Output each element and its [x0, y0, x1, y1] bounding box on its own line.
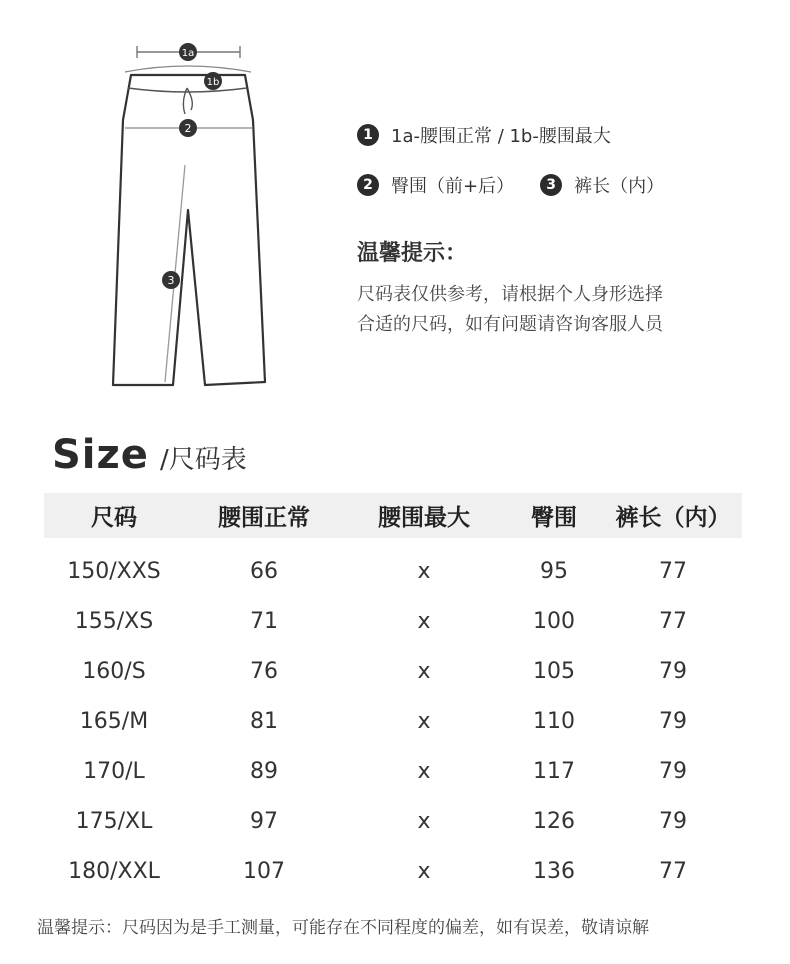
cell-size: 180/XXL — [68, 858, 160, 884]
cell-size: 155/XS — [74, 608, 154, 634]
table-row — [44, 846, 742, 896]
cell-hip: 126 — [533, 808, 575, 834]
cell-length: 79 — [659, 658, 687, 684]
cell-waist-normal: 66 — [250, 558, 278, 584]
cell-size: 150/XXS — [67, 558, 161, 584]
cell-waist-normal: 81 — [250, 708, 278, 734]
cell-length: 79 — [659, 758, 687, 784]
table-row — [44, 596, 742, 646]
legend-row-hip-length — [357, 168, 777, 202]
measurement-legend — [357, 118, 777, 218]
cell-length: 77 — [659, 558, 687, 584]
marker-1b — [204, 72, 222, 90]
cell-size: 175/XL — [75, 808, 153, 834]
cell-size: 160/S — [82, 658, 146, 684]
number-badge-2: 2 — [357, 174, 379, 196]
legend-waist-text: 1a-腰围正常 / 1b-腰围最大 — [391, 126, 611, 147]
size-title-sub: /尺码表 — [160, 445, 247, 475]
legend-hip-text: 臀围（前+后） — [391, 176, 515, 197]
table-row — [44, 796, 742, 846]
legend-length-text: 裤长（内） — [574, 176, 665, 197]
header-hip: 臀围 — [531, 505, 577, 531]
number-badge-3: 3 — [540, 174, 562, 196]
svg-text:2: 2 — [184, 122, 192, 135]
header-size: 尺码 — [91, 505, 137, 531]
cell-size: 170/L — [83, 758, 145, 784]
tip-text — [357, 280, 757, 340]
header-waist-max: 腰围最大 — [378, 505, 470, 531]
tip-line-2: 合适的尺码，如有问题请咨询客服人员 — [357, 314, 663, 335]
cell-hip: 117 — [533, 758, 575, 784]
size-chart-title — [52, 432, 247, 478]
cell-length: 79 — [659, 708, 687, 734]
marker-2 — [179, 119, 197, 137]
table-row — [44, 546, 742, 596]
table-header — [44, 493, 742, 538]
cell-waist-max: x — [417, 558, 431, 584]
cell-waist-max: x — [417, 708, 431, 734]
svg-text:1b: 1b — [206, 77, 220, 88]
cell-hip: 95 — [540, 558, 568, 584]
cell-waist-normal: 71 — [250, 608, 278, 634]
cell-waist-max: x — [417, 758, 431, 784]
legend-row-waist — [357, 118, 777, 152]
cell-waist-normal: 89 — [250, 758, 278, 784]
svg-text:3: 3 — [167, 274, 175, 287]
cell-waist-max: x — [417, 858, 431, 884]
cell-waist-max: x — [417, 808, 431, 834]
cell-hip: 100 — [533, 608, 575, 634]
header-length: 裤长（内） — [615, 505, 731, 531]
cell-length: 79 — [659, 808, 687, 834]
size-title-main: Size — [52, 432, 149, 478]
table-row — [44, 646, 742, 696]
cell-hip: 105 — [533, 658, 575, 684]
tip-line-1: 尺码表仅供参考，请根据个人身形选择 — [357, 284, 663, 305]
number-badge-1: 1 — [357, 124, 379, 146]
cell-waist-normal: 97 — [250, 808, 278, 834]
cell-waist-max: x — [417, 608, 431, 634]
tip-title: 温馨提示： — [357, 241, 468, 266]
svg-text:1a: 1a — [181, 48, 195, 59]
cell-length: 77 — [659, 608, 687, 634]
cell-hip: 136 — [533, 858, 575, 884]
cell-waist-normal: 76 — [250, 658, 278, 684]
header-waist-normal: 腰围正常 — [218, 505, 310, 531]
table-row — [44, 746, 742, 796]
pants-diagram — [95, 30, 285, 400]
pants-outline-illustration — [95, 30, 285, 400]
cell-size: 165/M — [79, 708, 149, 734]
cell-waist-normal: 107 — [243, 858, 285, 884]
cell-waist-max: x — [417, 658, 431, 684]
cell-length: 77 — [659, 858, 687, 884]
marker-3 — [162, 271, 180, 289]
cell-hip: 110 — [533, 708, 575, 734]
table-row — [44, 696, 742, 746]
size-table — [44, 493, 742, 896]
marker-1a — [179, 43, 197, 61]
footer-note: 温馨提示：尺码因为是手工测量，可能存在不同程度的偏差，如有误差，敬请谅解 — [37, 918, 649, 938]
